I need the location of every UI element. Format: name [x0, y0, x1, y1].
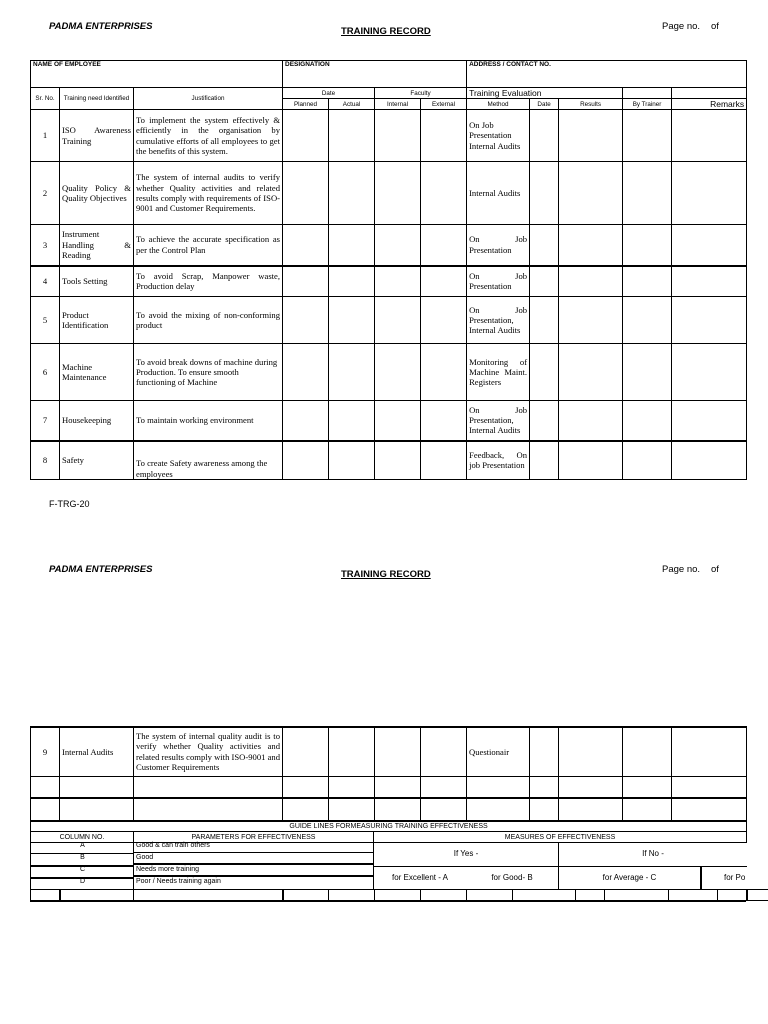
training-need-cell: ISO Awareness Training [60, 110, 134, 162]
method-cell: On Job Presentation, Internal Audits [467, 401, 530, 441]
method-cell: Internal Audits [467, 162, 530, 225]
name-of-employee-header: NAME OF EMPLOYEE [31, 61, 283, 88]
parameter-code: C [30, 866, 134, 879]
method-cell: Questionair [467, 727, 530, 776]
training-need-cell: Safety [60, 441, 134, 480]
guidelines-title: GUIDE LINES FORMEASURING TRAINING EFFECTIVENESS [31, 821, 747, 832]
parameter-code: A [30, 842, 134, 854]
date-header: Date [283, 88, 375, 99]
good-label: for Good- B [466, 867, 559, 889]
justification-cell: To create Safety awareness among the employees [134, 441, 283, 480]
page-title: TRAINING RECORD [341, 26, 431, 37]
sr-no-cell: 6 [31, 344, 60, 401]
page-title: TRAINING RECORD [341, 569, 431, 580]
remarks-header: Remarks [672, 99, 747, 110]
if-yes-label: If Yes - [374, 842, 559, 867]
training-need-cell: Quality Policy & Quality Objectives [60, 162, 134, 225]
results-header: Results [559, 99, 623, 110]
parameter-code: B [30, 854, 134, 867]
justification-header: Justification [134, 88, 283, 110]
training-need-header: Training need Identified [60, 88, 134, 110]
sr-no-cell: 3 [31, 225, 60, 266]
training-need-cell: Machine Maintenance [60, 344, 134, 401]
average-label: for Average - C [559, 867, 702, 889]
method-cell: Feedback, On job Presentation [467, 441, 530, 480]
table-row [31, 297, 747, 344]
justification-cell: To avoid the mixing of non-conforming product [134, 297, 283, 344]
company-name: PADMA ENTERPRISES [49, 21, 153, 32]
page-of-label: of [711, 564, 719, 575]
method-cell: On Job Presentation, Internal Audits [467, 297, 530, 344]
sr-no-cell: 1 [31, 110, 60, 162]
sr-no-cell: 2 [31, 162, 60, 225]
planned-header: Planned [283, 99, 329, 110]
table-row [31, 727, 747, 776]
parameter-text: Poor / Needs training again [133, 878, 373, 889]
sr-no-cell: 5 [31, 297, 60, 344]
guidelines-table [30, 820, 747, 843]
sr-no-cell: 4 [31, 266, 60, 297]
poor-label: for Po [724, 873, 746, 882]
training-need-cell: Housekeeping [60, 401, 134, 441]
table-row [31, 401, 747, 441]
training-need-cell: Internal Audits [60, 727, 134, 776]
sr-no-cell: 9 [31, 727, 60, 776]
eval-date-header: Date [530, 99, 559, 110]
form-code: F-TRG-20 [49, 499, 90, 509]
table-row [31, 798, 747, 821]
page-number-label: Page no. [662, 564, 701, 575]
parameter-text: Good [133, 854, 373, 865]
training-need-cell: Tools Setting [60, 266, 134, 297]
parameters-header: PARAMETERS FOR EFFECTIVENESS [134, 832, 374, 843]
designation-header: DESIGNATION [283, 61, 467, 88]
measures-area [373, 842, 747, 889]
justification-cell: To achieve the accurate specification as per the Control Plan [134, 225, 283, 266]
justification-cell: To avoid break downs of machine during Production. To ensure smooth functioning of Machine [134, 344, 283, 401]
table-row [31, 344, 747, 401]
method-cell: On Job Presentation [467, 225, 530, 266]
justification-cell: The system of internal quality audit is to verify whether Quality activities and related results comply with ISO-9001 and Customer Requirements [134, 727, 283, 776]
measures-header: MEASURES OF EFFECTIVENESS [374, 832, 747, 843]
table-row [31, 266, 747, 297]
internal-header: Internal [375, 99, 421, 110]
sr-no-cell: 7 [31, 401, 60, 441]
sr-no-cell: 8 [31, 441, 60, 480]
justification-cell: To maintain working environment [134, 401, 283, 441]
training-record-table-continued [30, 726, 747, 822]
company-name: PADMA ENTERPRISES [49, 564, 153, 575]
excellent-label: for Excellent - A [391, 873, 449, 882]
method-header: Method [467, 99, 530, 110]
table-row [31, 441, 747, 480]
parameter-list [30, 842, 373, 889]
parameter-text: Good & can train others [133, 842, 373, 853]
parameter-code: D [30, 878, 134, 889]
parameter-text: Needs more training [133, 866, 373, 877]
faculty-header: Faculty [375, 88, 467, 99]
training-evaluation-header: Training Evaluation [467, 88, 559, 99]
page-of-label: of [711, 21, 719, 32]
page-number-label: Page no. [662, 21, 701, 32]
table-row [31, 162, 747, 225]
address-header: ADDRESS / CONTACT NO. [467, 61, 747, 88]
justification-cell: To avoid Scrap, Manpower waste, Production delay [134, 266, 283, 297]
justification-cell: The system of internal audits to verify whether Quality activities and related results comply with requirements of ISO-9001 and Customer Requirements. [134, 162, 283, 225]
table-bottom-border [30, 900, 746, 902]
sr-no-header: Sr. No. [31, 88, 60, 110]
justification-cell: To implement the system effectively & efficiently in the organisation by cumulative efforts of all employees to get the benefits of this system. [134, 110, 283, 162]
method-cell: On Job Presentation [467, 266, 530, 297]
column-no-header: COLUMN NO. [31, 832, 134, 843]
training-need-cell: Instrument Handling & Reading [60, 225, 134, 266]
if-no-label: If No - [559, 842, 747, 867]
table-row [31, 110, 747, 162]
table-row [31, 225, 747, 266]
training-record-table [30, 60, 747, 480]
training-need-cell: Product Identification [60, 297, 134, 344]
actual-header: Actual [329, 99, 375, 110]
by-trainer-header: By Trainer [623, 99, 672, 110]
table-row [31, 776, 747, 798]
method-cell: On Job Presentation Internal Audits [467, 110, 530, 162]
method-cell: Monitoring of Machine Maint. Registers [467, 344, 530, 401]
external-header: External [421, 99, 467, 110]
